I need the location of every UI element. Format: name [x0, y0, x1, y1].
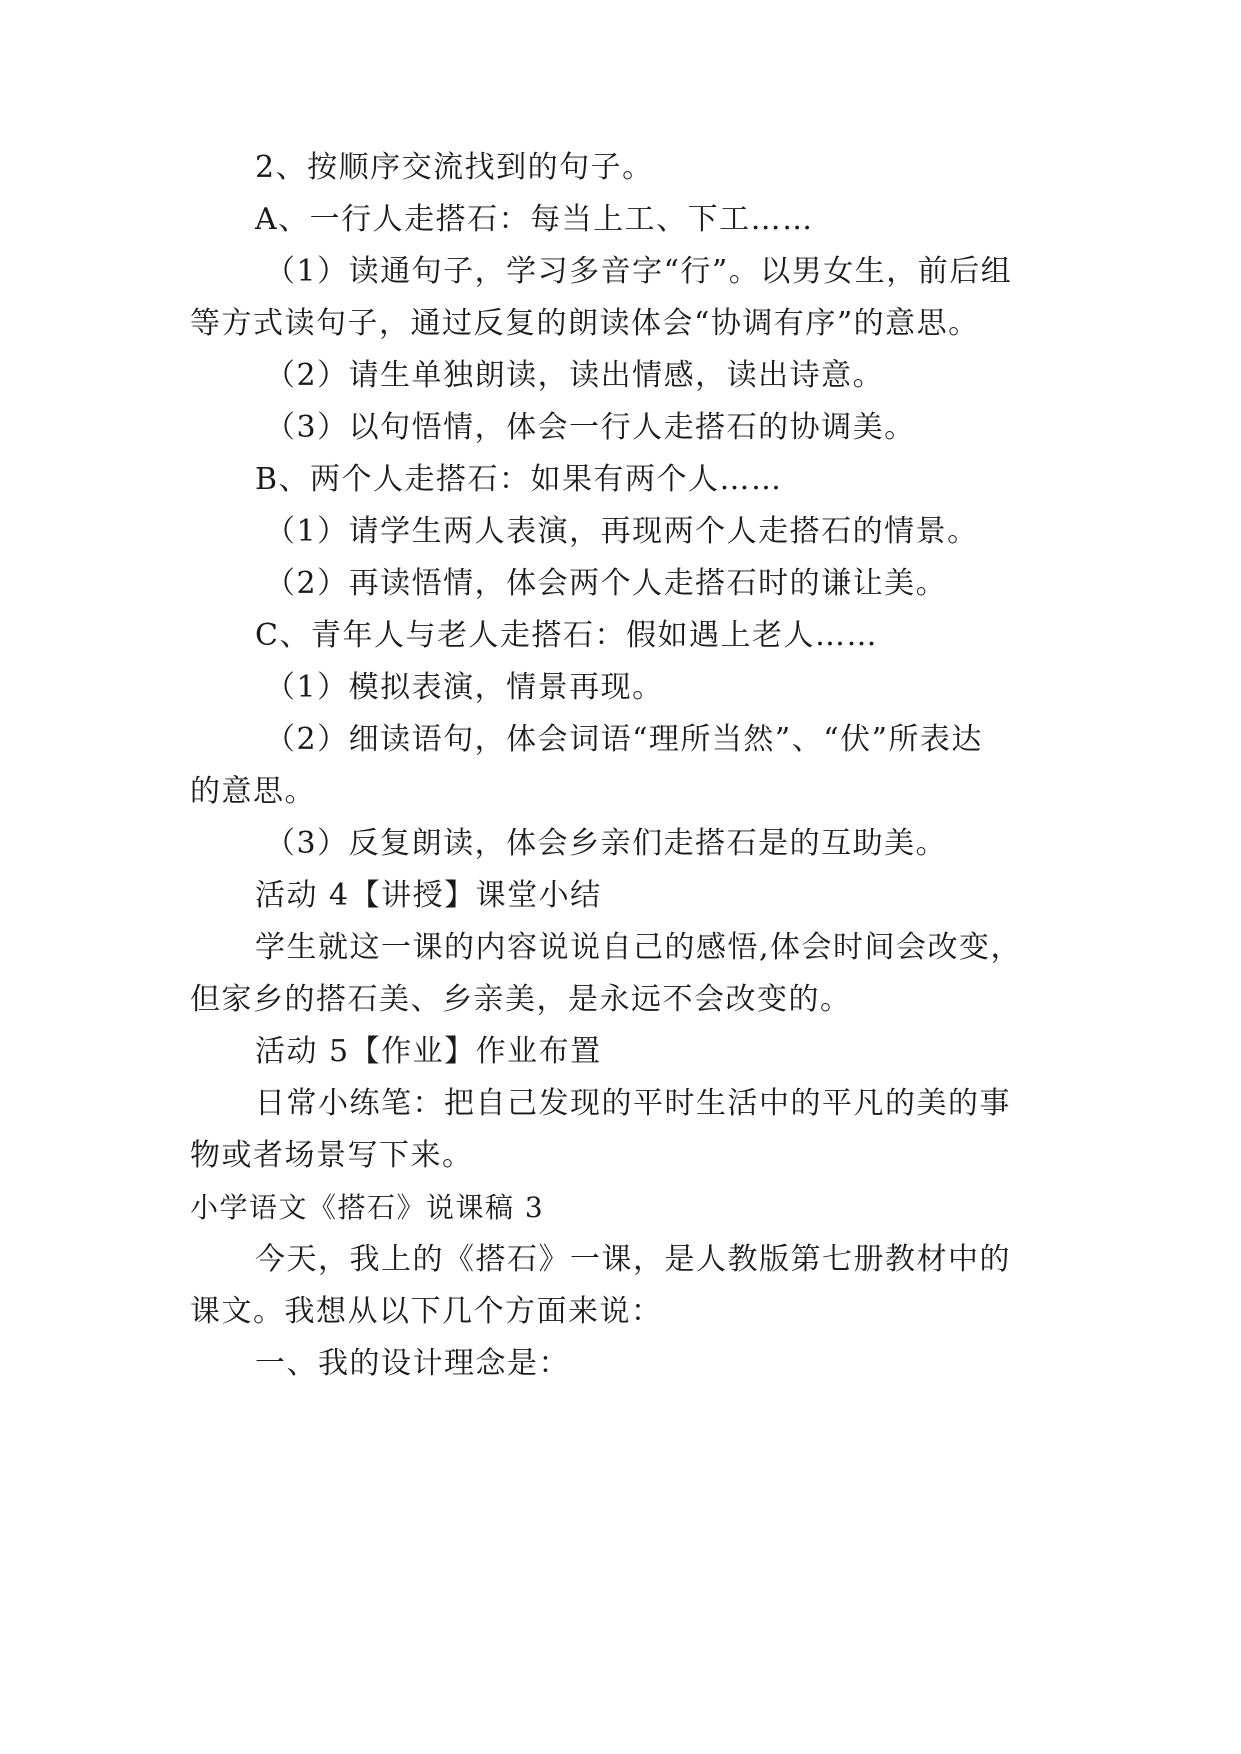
text-line: （1）请学生两人表演，再现两个人走搭石的情景。 [265, 514, 979, 549]
text-line: 2、按顺序交流找到的句子。 [255, 150, 654, 185]
document-title: 小学语文《搭石》说课稿 3 [190, 1191, 545, 1224]
text-line: 的意思。 [190, 774, 316, 809]
text-line: 物或者场景写下来。 [190, 1138, 474, 1173]
text-line: （1）读通句子，学习多音字“行”。以男女生，前后组 [265, 254, 1013, 289]
text-line: （2）再读悟情，体会两个人走搭石时的谦让美。 [265, 566, 948, 601]
text-line: （2）细读语句，体会词语“理所当然”、“伏”所表达 [265, 722, 983, 757]
text-line: （2）请生单独朗读，读出情感，读出诗意。 [265, 358, 885, 393]
text-line: B、两个人走搭石：如果有两个人…… [255, 462, 783, 497]
section-heading: 活动 5【作业】作业布置 [255, 1034, 602, 1069]
text-line: （1）模拟表演，情景再现。 [265, 670, 664, 705]
text-line: 但家乡的搭石美、乡亲美，是永远不会改变的。 [190, 982, 852, 1017]
section-heading: 一、我的设计理念是： [255, 1346, 570, 1381]
text-line: 今天，我上的《搭石》一课，是人教版第七册教材中的 [255, 1242, 1011, 1277]
text-line: （3）反复朗读，体会乡亲们走搭石是的互助美。 [265, 826, 948, 861]
section-heading: 活动 4【讲授】课堂小结 [255, 878, 602, 913]
text-line: C、青年人与老人走搭石：假如遇上老人…… [255, 618, 878, 653]
text-line: 等方式读句子，通过反复的朗读体会“协调有序”的意思。 [190, 306, 980, 341]
text-line: 日常小练笔：把自己发现的平时生活中的平凡的美的事 [255, 1086, 1011, 1121]
text-line: A、一行人走搭石：每当上工、下工…… [255, 202, 814, 237]
text-line: （3）以句悟情，体会一行人走搭石的协调美。 [265, 410, 916, 445]
text-line: 学生就这一课的内容说说自己的感悟,体会时间会改变， [255, 930, 1023, 965]
text-line: 课文。我想从以下几个方面来说： [190, 1294, 663, 1329]
